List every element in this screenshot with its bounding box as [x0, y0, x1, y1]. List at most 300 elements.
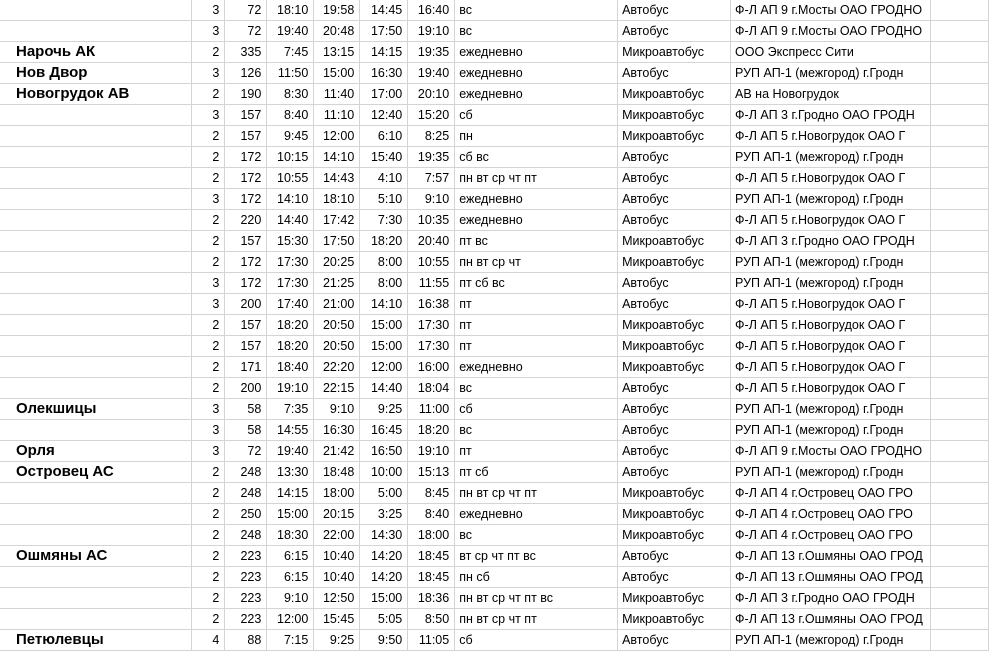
carrier-cell[interactable]: Ф-Л АП 9 г.Мосты ОАО ГРОДНО — [731, 441, 931, 462]
arrival-cell[interactable]: 16:30 — [314, 420, 360, 441]
arrival-cell[interactable]: 20:25 — [314, 252, 360, 273]
distance-cell[interactable]: 88 — [225, 630, 267, 651]
days-cell[interactable]: сб — [455, 105, 618, 126]
empty-cell[interactable] — [931, 147, 989, 168]
return-arrival-cell[interactable]: 18:45 — [408, 546, 455, 567]
return-departure-cell[interactable]: 5:05 — [360, 609, 408, 630]
distance-cell[interactable]: 171 — [225, 357, 267, 378]
empty-cell[interactable] — [931, 168, 989, 189]
days-cell[interactable]: вс — [455, 378, 618, 399]
platform-cell[interactable]: 2 — [192, 546, 225, 567]
departure-cell[interactable]: 14:15 — [267, 483, 314, 504]
empty-cell[interactable] — [931, 21, 989, 42]
destination-cell[interactable] — [0, 231, 192, 252]
days-cell[interactable]: пт вс — [455, 231, 618, 252]
arrival-cell[interactable]: 14:43 — [314, 168, 360, 189]
empty-cell[interactable] — [931, 462, 989, 483]
return-arrival-cell[interactable]: 16:38 — [408, 294, 455, 315]
days-cell[interactable]: пн вт ср чт пт — [455, 609, 618, 630]
days-cell[interactable]: пн — [455, 126, 618, 147]
platform-cell[interactable]: 3 — [192, 420, 225, 441]
return-departure-cell[interactable]: 9:25 — [360, 399, 408, 420]
destination-cell[interactable]: Ошмяны АС — [0, 546, 192, 567]
destination-cell[interactable] — [0, 378, 192, 399]
empty-cell[interactable] — [931, 483, 989, 504]
platform-cell[interactable]: 2 — [192, 357, 225, 378]
destination-cell[interactable] — [0, 168, 192, 189]
distance-cell[interactable]: 190 — [225, 84, 267, 105]
empty-cell[interactable] — [931, 105, 989, 126]
arrival-cell[interactable]: 14:10 — [314, 147, 360, 168]
empty-cell[interactable] — [931, 252, 989, 273]
vehicle-cell[interactable]: Автобус — [618, 168, 731, 189]
arrival-cell[interactable]: 22:00 — [314, 525, 360, 546]
empty-cell[interactable] — [931, 420, 989, 441]
destination-cell[interactable] — [0, 588, 192, 609]
empty-cell[interactable] — [931, 63, 989, 84]
departure-cell[interactable]: 8:40 — [267, 105, 314, 126]
distance-cell[interactable]: 172 — [225, 273, 267, 294]
arrival-cell[interactable]: 20:50 — [314, 315, 360, 336]
vehicle-cell[interactable]: Автобус — [618, 273, 731, 294]
return-departure-cell[interactable]: 5:10 — [360, 189, 408, 210]
days-cell[interactable]: пн сб — [455, 567, 618, 588]
distance-cell[interactable]: 200 — [225, 294, 267, 315]
platform-cell[interactable]: 2 — [192, 315, 225, 336]
carrier-cell[interactable]: Ф-Л АП 13 г.Ошмяны ОАО ГРОД — [731, 546, 931, 567]
carrier-cell[interactable]: Ф-Л АП 13 г.Ошмяны ОАО ГРОД — [731, 567, 931, 588]
return-arrival-cell[interactable]: 15:13 — [408, 462, 455, 483]
empty-cell[interactable] — [931, 378, 989, 399]
destination-cell[interactable]: Новогрудок АВ — [0, 84, 192, 105]
platform-cell[interactable]: 2 — [192, 147, 225, 168]
empty-cell[interactable] — [931, 399, 989, 420]
days-cell[interactable]: сб — [455, 399, 618, 420]
return-arrival-cell[interactable]: 17:30 — [408, 315, 455, 336]
days-cell[interactable]: ежедневно — [455, 63, 618, 84]
carrier-cell[interactable]: АВ на Новогрудок — [731, 84, 931, 105]
departure-cell[interactable]: 8:30 — [267, 84, 314, 105]
carrier-cell[interactable]: Ф-Л АП 3 г.Гродно ОАО ГРОДН — [731, 231, 931, 252]
return-departure-cell[interactable]: 15:00 — [360, 588, 408, 609]
arrival-cell[interactable]: 10:40 — [314, 546, 360, 567]
distance-cell[interactable]: 172 — [225, 147, 267, 168]
destination-cell[interactable] — [0, 210, 192, 231]
destination-cell[interactable] — [0, 252, 192, 273]
empty-cell[interactable] — [931, 315, 989, 336]
days-cell[interactable]: пт — [455, 336, 618, 357]
arrival-cell[interactable]: 17:42 — [314, 210, 360, 231]
empty-cell[interactable] — [931, 210, 989, 231]
distance-cell[interactable]: 172 — [225, 168, 267, 189]
platform-cell[interactable]: 2 — [192, 336, 225, 357]
return-arrival-cell[interactable]: 8:50 — [408, 609, 455, 630]
destination-cell[interactable]: Нарочь АК — [0, 42, 192, 63]
arrival-cell[interactable]: 18:48 — [314, 462, 360, 483]
vehicle-cell[interactable]: Микроавтобус — [618, 105, 731, 126]
days-cell[interactable]: ежедневно — [455, 84, 618, 105]
arrival-cell[interactable]: 15:45 — [314, 609, 360, 630]
days-cell[interactable]: пн вт ср чт — [455, 252, 618, 273]
days-cell[interactable]: пт — [455, 315, 618, 336]
return-departure-cell[interactable]: 17:00 — [360, 84, 408, 105]
platform-cell[interactable]: 2 — [192, 42, 225, 63]
carrier-cell[interactable]: Ф-Л АП 3 г.Гродно ОАО ГРОДН — [731, 105, 931, 126]
platform-cell[interactable]: 3 — [192, 273, 225, 294]
vehicle-cell[interactable]: Микроавтобус — [618, 252, 731, 273]
return-departure-cell[interactable]: 5:00 — [360, 483, 408, 504]
distance-cell[interactable]: 223 — [225, 609, 267, 630]
vehicle-cell[interactable]: Автобус — [618, 462, 731, 483]
return-arrival-cell[interactable]: 15:20 — [408, 105, 455, 126]
platform-cell[interactable]: 2 — [192, 504, 225, 525]
distance-cell[interactable]: 223 — [225, 567, 267, 588]
return-arrival-cell[interactable]: 20:10 — [408, 84, 455, 105]
platform-cell[interactable]: 3 — [192, 105, 225, 126]
empty-cell[interactable] — [931, 630, 989, 651]
carrier-cell[interactable]: Ф-Л АП 4 г.Островец ОАО ГРО — [731, 483, 931, 504]
platform-cell[interactable]: 3 — [192, 0, 225, 21]
distance-cell[interactable]: 58 — [225, 420, 267, 441]
return-departure-cell[interactable]: 14:40 — [360, 378, 408, 399]
destination-cell[interactable] — [0, 105, 192, 126]
carrier-cell[interactable]: РУП АП-1 (межгород) г.Гродн — [731, 462, 931, 483]
arrival-cell[interactable]: 19:58 — [314, 0, 360, 21]
departure-cell[interactable]: 12:00 — [267, 609, 314, 630]
return-arrival-cell[interactable]: 19:10 — [408, 441, 455, 462]
vehicle-cell[interactable]: Автобус — [618, 210, 731, 231]
empty-cell[interactable] — [931, 42, 989, 63]
arrival-cell[interactable]: 21:42 — [314, 441, 360, 462]
platform-cell[interactable]: 2 — [192, 252, 225, 273]
distance-cell[interactable]: 157 — [225, 315, 267, 336]
vehicle-cell[interactable]: Автобус — [618, 147, 731, 168]
return-arrival-cell[interactable]: 8:25 — [408, 126, 455, 147]
departure-cell[interactable]: 14:10 — [267, 189, 314, 210]
departure-cell[interactable]: 11:50 — [267, 63, 314, 84]
return-departure-cell[interactable]: 14:45 — [360, 0, 408, 21]
vehicle-cell[interactable]: Автобус — [618, 546, 731, 567]
carrier-cell[interactable]: РУП АП-1 (межгород) г.Гродн — [731, 399, 931, 420]
vehicle-cell[interactable]: Автобус — [618, 399, 731, 420]
destination-cell[interactable] — [0, 483, 192, 504]
platform-cell[interactable]: 4 — [192, 630, 225, 651]
platform-cell[interactable]: 2 — [192, 231, 225, 252]
distance-cell[interactable]: 126 — [225, 63, 267, 84]
vehicle-cell[interactable]: Микроавтобус — [618, 357, 731, 378]
vehicle-cell[interactable]: Микроавтобус — [618, 84, 731, 105]
departure-cell[interactable]: 15:30 — [267, 231, 314, 252]
distance-cell[interactable]: 250 — [225, 504, 267, 525]
return-departure-cell[interactable]: 15:00 — [360, 315, 408, 336]
carrier-cell[interactable]: РУП АП-1 (межгород) г.Гродн — [731, 252, 931, 273]
distance-cell[interactable]: 223 — [225, 588, 267, 609]
vehicle-cell[interactable]: Автобус — [618, 0, 731, 21]
carrier-cell[interactable]: РУП АП-1 (межгород) г.Гродн — [731, 420, 931, 441]
return-departure-cell[interactable]: 15:40 — [360, 147, 408, 168]
return-departure-cell[interactable]: 8:00 — [360, 252, 408, 273]
days-cell[interactable]: вс — [455, 21, 618, 42]
destination-cell[interactable]: Олекшицы — [0, 399, 192, 420]
carrier-cell[interactable]: Ф-Л АП 5 г.Новогрудок ОАО Г — [731, 126, 931, 147]
carrier-cell[interactable]: РУП АП-1 (межгород) г.Гродн — [731, 273, 931, 294]
return-arrival-cell[interactable]: 17:30 — [408, 336, 455, 357]
carrier-cell[interactable]: Ф-Л АП 4 г.Островец ОАО ГРО — [731, 525, 931, 546]
days-cell[interactable]: вс — [455, 420, 618, 441]
departure-cell[interactable]: 10:15 — [267, 147, 314, 168]
return-departure-cell[interactable]: 9:50 — [360, 630, 408, 651]
platform-cell[interactable]: 2 — [192, 126, 225, 147]
return-departure-cell[interactable]: 8:00 — [360, 273, 408, 294]
return-arrival-cell[interactable]: 11:55 — [408, 273, 455, 294]
empty-cell[interactable] — [931, 441, 989, 462]
distance-cell[interactable]: 248 — [225, 483, 267, 504]
destination-cell[interactable] — [0, 189, 192, 210]
departure-cell[interactable]: 18:20 — [267, 315, 314, 336]
days-cell[interactable]: пн вт ср чт пт — [455, 168, 618, 189]
distance-cell[interactable]: 248 — [225, 525, 267, 546]
empty-cell[interactable] — [931, 273, 989, 294]
departure-cell[interactable]: 18:40 — [267, 357, 314, 378]
destination-cell[interactable] — [0, 294, 192, 315]
return-arrival-cell[interactable]: 18:45 — [408, 567, 455, 588]
departure-cell[interactable]: 6:15 — [267, 567, 314, 588]
distance-cell[interactable]: 157 — [225, 105, 267, 126]
carrier-cell[interactable]: Ф-Л АП 5 г.Новогрудок ОАО Г — [731, 357, 931, 378]
departure-cell[interactable]: 7:45 — [267, 42, 314, 63]
carrier-cell[interactable]: РУП АП-1 (межгород) г.Гродн — [731, 147, 931, 168]
empty-cell[interactable] — [931, 525, 989, 546]
vehicle-cell[interactable]: Микроавтобус — [618, 504, 731, 525]
departure-cell[interactable]: 10:55 — [267, 168, 314, 189]
departure-cell[interactable]: 6:15 — [267, 546, 314, 567]
vehicle-cell[interactable]: Автобус — [618, 294, 731, 315]
destination-cell[interactable] — [0, 420, 192, 441]
destination-cell[interactable] — [0, 0, 192, 21]
arrival-cell[interactable]: 15:00 — [314, 63, 360, 84]
platform-cell[interactable]: 2 — [192, 462, 225, 483]
arrival-cell[interactable]: 11:10 — [314, 105, 360, 126]
vehicle-cell[interactable]: Микроавтобус — [618, 483, 731, 504]
distance-cell[interactable]: 157 — [225, 231, 267, 252]
empty-cell[interactable] — [931, 567, 989, 588]
return-arrival-cell[interactable]: 10:35 — [408, 210, 455, 231]
arrival-cell[interactable]: 12:00 — [314, 126, 360, 147]
departure-cell[interactable]: 14:55 — [267, 420, 314, 441]
empty-cell[interactable] — [931, 609, 989, 630]
vehicle-cell[interactable]: Микроавтобус — [618, 588, 731, 609]
departure-cell[interactable]: 14:40 — [267, 210, 314, 231]
return-arrival-cell[interactable]: 20:40 — [408, 231, 455, 252]
distance-cell[interactable]: 72 — [225, 21, 267, 42]
return-arrival-cell[interactable]: 11:05 — [408, 630, 455, 651]
return-departure-cell[interactable]: 10:00 — [360, 462, 408, 483]
platform-cell[interactable]: 3 — [192, 189, 225, 210]
destination-cell[interactable] — [0, 147, 192, 168]
carrier-cell[interactable]: Ф-Л АП 4 г.Островец ОАО ГРО — [731, 504, 931, 525]
empty-cell[interactable] — [931, 231, 989, 252]
return-arrival-cell[interactable]: 16:00 — [408, 357, 455, 378]
return-departure-cell[interactable]: 14:30 — [360, 525, 408, 546]
departure-cell[interactable]: 17:40 — [267, 294, 314, 315]
arrival-cell[interactable]: 13:15 — [314, 42, 360, 63]
destination-cell[interactable]: Нов Двор — [0, 63, 192, 84]
empty-cell[interactable] — [931, 588, 989, 609]
empty-cell[interactable] — [931, 546, 989, 567]
arrival-cell[interactable]: 9:10 — [314, 399, 360, 420]
distance-cell[interactable]: 157 — [225, 336, 267, 357]
arrival-cell[interactable]: 18:10 — [314, 189, 360, 210]
platform-cell[interactable]: 3 — [192, 294, 225, 315]
destination-cell[interactable] — [0, 336, 192, 357]
distance-cell[interactable]: 335 — [225, 42, 267, 63]
platform-cell[interactable]: 3 — [192, 63, 225, 84]
vehicle-cell[interactable]: Автобус — [618, 441, 731, 462]
empty-cell[interactable] — [931, 336, 989, 357]
days-cell[interactable]: ежедневно — [455, 357, 618, 378]
distance-cell[interactable]: 72 — [225, 441, 267, 462]
vehicle-cell[interactable]: Автобус — [618, 21, 731, 42]
distance-cell[interactable]: 172 — [225, 252, 267, 273]
empty-cell[interactable] — [931, 84, 989, 105]
vehicle-cell[interactable]: Автобус — [618, 567, 731, 588]
return-arrival-cell[interactable]: 19:10 — [408, 21, 455, 42]
days-cell[interactable]: ежедневно — [455, 210, 618, 231]
platform-cell[interactable]: 2 — [192, 483, 225, 504]
return-arrival-cell[interactable]: 18:04 — [408, 378, 455, 399]
days-cell[interactable]: вт ср чт пт вс — [455, 546, 618, 567]
platform-cell[interactable]: 2 — [192, 378, 225, 399]
vehicle-cell[interactable]: Автобус — [618, 189, 731, 210]
departure-cell[interactable]: 18:20 — [267, 336, 314, 357]
return-arrival-cell[interactable]: 10:55 — [408, 252, 455, 273]
destination-cell[interactable] — [0, 21, 192, 42]
carrier-cell[interactable]: Ф-Л АП 5 г.Новогрудок ОАО Г — [731, 336, 931, 357]
return-departure-cell[interactable]: 14:20 — [360, 546, 408, 567]
return-arrival-cell[interactable]: 9:10 — [408, 189, 455, 210]
departure-cell[interactable]: 7:15 — [267, 630, 314, 651]
return-arrival-cell[interactable]: 19:35 — [408, 147, 455, 168]
arrival-cell[interactable]: 20:15 — [314, 504, 360, 525]
days-cell[interactable]: пт — [455, 294, 618, 315]
days-cell[interactable]: ежедневно — [455, 42, 618, 63]
carrier-cell[interactable]: ООО Экспресс Сити — [731, 42, 931, 63]
destination-cell[interactable]: Островец АС — [0, 462, 192, 483]
carrier-cell[interactable]: РУП АП-1 (межгород) г.Гродн — [731, 630, 931, 651]
return-arrival-cell[interactable]: 8:45 — [408, 483, 455, 504]
arrival-cell[interactable]: 12:50 — [314, 588, 360, 609]
vehicle-cell[interactable]: Автобус — [618, 63, 731, 84]
departure-cell[interactable]: 17:30 — [267, 252, 314, 273]
days-cell[interactable]: пт — [455, 441, 618, 462]
vehicle-cell[interactable]: Микроавтобус — [618, 336, 731, 357]
carrier-cell[interactable]: Ф-Л АП 5 г.Новогрудок ОАО Г — [731, 168, 931, 189]
destination-cell[interactable] — [0, 504, 192, 525]
destination-cell[interactable] — [0, 315, 192, 336]
vehicle-cell[interactable]: Микроавтобус — [618, 525, 731, 546]
platform-cell[interactable]: 3 — [192, 399, 225, 420]
distance-cell[interactable]: 58 — [225, 399, 267, 420]
distance-cell[interactable]: 248 — [225, 462, 267, 483]
return-departure-cell[interactable]: 12:40 — [360, 105, 408, 126]
departure-cell[interactable]: 17:30 — [267, 273, 314, 294]
departure-cell[interactable]: 9:10 — [267, 588, 314, 609]
empty-cell[interactable] — [931, 504, 989, 525]
empty-cell[interactable] — [931, 0, 989, 21]
platform-cell[interactable]: 2 — [192, 525, 225, 546]
days-cell[interactable]: пт сб — [455, 462, 618, 483]
return-departure-cell[interactable]: 14:20 — [360, 567, 408, 588]
arrival-cell[interactable]: 22:15 — [314, 378, 360, 399]
return-departure-cell[interactable]: 12:00 — [360, 357, 408, 378]
days-cell[interactable]: ежедневно — [455, 189, 618, 210]
days-cell[interactable]: сб — [455, 630, 618, 651]
departure-cell[interactable]: 19:40 — [267, 441, 314, 462]
carrier-cell[interactable]: Ф-Л АП 5 г.Новогрудок ОАО Г — [731, 210, 931, 231]
return-arrival-cell[interactable]: 7:57 — [408, 168, 455, 189]
vehicle-cell[interactable]: Автобус — [618, 378, 731, 399]
destination-cell[interactable] — [0, 273, 192, 294]
carrier-cell[interactable]: Ф-Л АП 9 г.Мосты ОАО ГРОДНО — [731, 0, 931, 21]
platform-cell[interactable]: 3 — [192, 21, 225, 42]
destination-cell[interactable] — [0, 525, 192, 546]
departure-cell[interactable]: 7:35 — [267, 399, 314, 420]
arrival-cell[interactable]: 11:40 — [314, 84, 360, 105]
return-departure-cell[interactable]: 4:10 — [360, 168, 408, 189]
platform-cell[interactable]: 2 — [192, 609, 225, 630]
carrier-cell[interactable]: Ф-Л АП 5 г.Новогрудок ОАО Г — [731, 378, 931, 399]
empty-cell[interactable] — [931, 294, 989, 315]
vehicle-cell[interactable]: Автобус — [618, 630, 731, 651]
return-departure-cell[interactable]: 16:45 — [360, 420, 408, 441]
platform-cell[interactable]: 2 — [192, 567, 225, 588]
return-arrival-cell[interactable]: 18:36 — [408, 588, 455, 609]
destination-cell[interactable]: Петюлевцы — [0, 630, 192, 651]
destination-cell[interactable]: Орля — [0, 441, 192, 462]
return-departure-cell[interactable]: 14:15 — [360, 42, 408, 63]
return-arrival-cell[interactable]: 18:20 — [408, 420, 455, 441]
arrival-cell[interactable]: 21:25 — [314, 273, 360, 294]
distance-cell[interactable]: 200 — [225, 378, 267, 399]
arrival-cell[interactable]: 22:20 — [314, 357, 360, 378]
vehicle-cell[interactable]: Микроавтобус — [618, 231, 731, 252]
days-cell[interactable]: вс — [455, 0, 618, 21]
carrier-cell[interactable]: РУП АП-1 (межгород) г.Гродн — [731, 189, 931, 210]
days-cell[interactable]: пн вт ср чт пт — [455, 483, 618, 504]
arrival-cell[interactable]: 10:40 — [314, 567, 360, 588]
destination-cell[interactable] — [0, 609, 192, 630]
return-departure-cell[interactable]: 16:30 — [360, 63, 408, 84]
departure-cell[interactable]: 18:10 — [267, 0, 314, 21]
vehicle-cell[interactable]: Микроавтобус — [618, 126, 731, 147]
departure-cell[interactable]: 15:00 — [267, 504, 314, 525]
empty-cell[interactable] — [931, 357, 989, 378]
distance-cell[interactable]: 72 — [225, 0, 267, 21]
empty-cell[interactable] — [931, 126, 989, 147]
destination-cell[interactable] — [0, 567, 192, 588]
return-departure-cell[interactable]: 16:50 — [360, 441, 408, 462]
return-departure-cell[interactable]: 14:10 — [360, 294, 408, 315]
arrival-cell[interactable]: 9:25 — [314, 630, 360, 651]
arrival-cell[interactable]: 18:00 — [314, 483, 360, 504]
destination-cell[interactable] — [0, 357, 192, 378]
days-cell[interactable]: пн вт ср чт пт вс — [455, 588, 618, 609]
return-arrival-cell[interactable]: 8:40 — [408, 504, 455, 525]
platform-cell[interactable]: 2 — [192, 84, 225, 105]
arrival-cell[interactable]: 17:50 — [314, 231, 360, 252]
days-cell[interactable]: пт сб вс — [455, 273, 618, 294]
return-departure-cell[interactable]: 3:25 — [360, 504, 408, 525]
